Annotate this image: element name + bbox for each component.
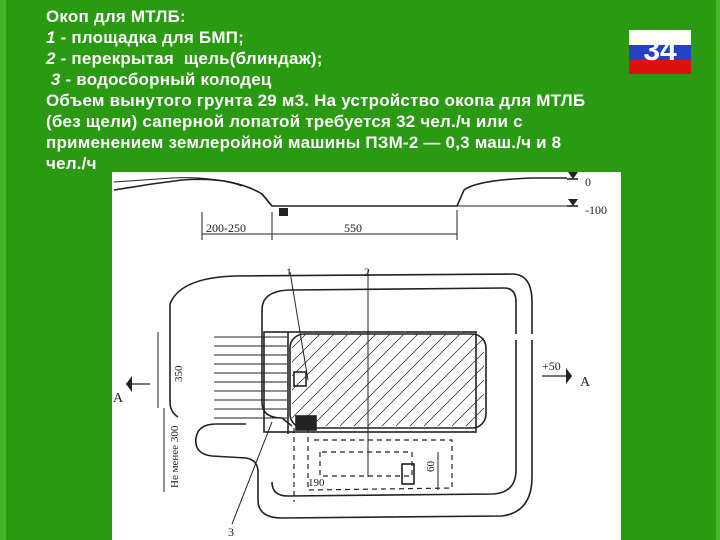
slide-text (46, 6, 686, 174)
level-zero-label: 0 (585, 175, 591, 189)
callout-3-label: 3 (228, 525, 234, 539)
section-a-right-label: A (580, 375, 591, 390)
trench-schematic (112, 172, 621, 540)
legend-item-1: 1 - площадка для БМП; (46, 28, 244, 47)
dim-plus50-label: +50 (542, 359, 561, 373)
trench-drawing (112, 172, 621, 540)
level-minus100-label: -100 (585, 203, 607, 217)
callout-2-label: 2 (364, 265, 370, 279)
dim-not-less-300-label: Не менее 300 (169, 425, 181, 488)
dim-60-label: 60 (425, 461, 437, 472)
dim-550-label: 550 (344, 221, 362, 235)
description-line-3: применением землеройной машины ПЗМ-2 — 0,3 маш./ч и 8 (46, 133, 562, 152)
section-a-left-label: A (113, 391, 124, 406)
slide-left-edge (0, 0, 6, 540)
description-line-1: Объем вынутого грунта 29 м3. На устройство окопа для МТЛБ (46, 91, 586, 110)
legend-item-2: 2 - перекрытая щель(блиндаж); (46, 49, 323, 68)
callout-1-label: 1 (286, 265, 292, 279)
legend-item-3: 3 - водосборный колодец (46, 70, 272, 89)
title-line: Окоп для МТЛБ: (46, 7, 186, 26)
slide-right-edge (716, 0, 720, 540)
description-line-4: чел./ч (46, 154, 97, 173)
slide-number: 34 (643, 34, 677, 67)
dim-200-250-label: 200-250 (206, 221, 246, 235)
slide-number-badge (629, 30, 691, 74)
dim-190-label: 190 (308, 477, 325, 489)
dim-350-label: 350 (173, 365, 185, 382)
description-line-2: (без щели) саперной лопатой требуется 32 чел./ч или с (46, 112, 523, 131)
